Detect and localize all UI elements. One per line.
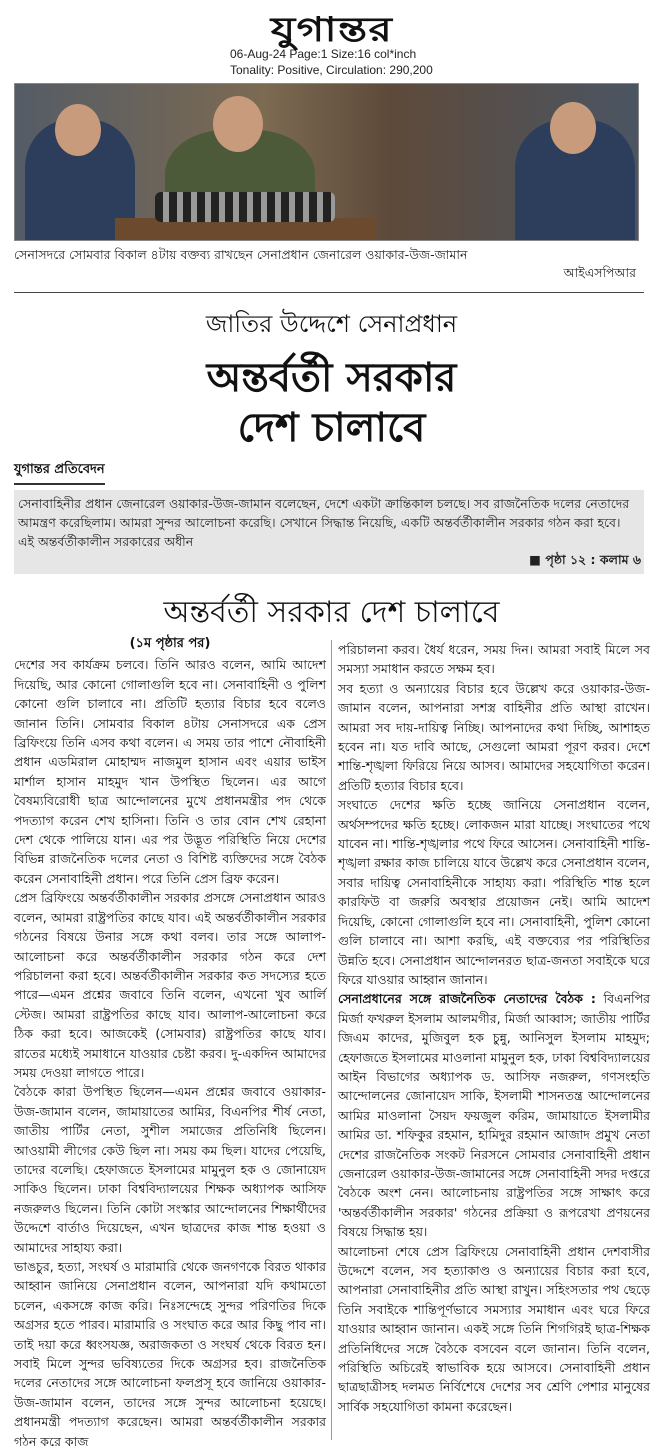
continued-from-label: (১ম পৃষ্ঠার পর) bbox=[129, 636, 211, 651]
headline-line-2: দেশ চালাবে bbox=[237, 405, 426, 451]
paragraph: সব হত্যা ও অন্যায়ের বিচার হবে উল্লেখ করে ওয়াকার-উজ-জামান বলেন, আপনারা সশস্ত্র বাহিনীর প্রতি আস্থা রাখেন। আমরা সব দায়-দায়িত্ব নিচ্ছি। আপনাদের কথা দিচ্ছি, আশাহত হবেন না। যত দাবি আছে, সেগুলো আমরা পূরণ করব। দেশে শান্তি-শৃঙ্খলা ফিরিয়ে নিয়ে আসব। আমাদের সহযোগিতা করেন। প্রতিটি হত্যার বিচার হবে। bbox=[338, 680, 650, 793]
headline-line-1: অন্তর্বর্তী সরকার bbox=[206, 355, 457, 401]
column-divider bbox=[331, 640, 332, 1440]
paragraph: বৈঠকে কারা উপস্থিত ছিলেন—এমন প্রশ্নের জবাবে ওয়াকার-উজ-জামান বলেন, জামায়াতের আমির, বিএনপির শীর্ষ নেতা, জাতীয় পার্টির নেতা, সুশীল সমাজের প্রতিনিধি ছিলেন। আওয়ামী লীগের কেউ ছিল না। সময় কম ছিল। যাদের পেয়েছি, তাদের বলেছি। হেফাজতে ইসলামের মামুনুল হক ও জোনায়েদ সাকিও ছিলেন। ঢাকা বিশ্ববিদ্যালয়ের শিক্ষক অধ্যাপক আসিফ নজরুলও ছিলেন। তিনি কোটা সংস্কার আন্দোলনের শিক্ষার্থীদের উদ্দেশে বার্তাও দিয়েছেন, এখন ছাত্রদের কাজ শান্ত হওয়া ও আমাদের সাহায্য করা। bbox=[14, 1084, 326, 1255]
paragraph-body: বিএনপির মির্জা ফখরুল ইসলাম আলমগীর, মির্জা আব্বাস; জাতীয় পার্টির জিএম কাদের, মুজিবুল হক চুন্নু, আনিসুল ইসলাম মাহমুদ; হেফাজতে ইসলামের মাওলানা মামুনুল হক, ঢাকা বিশ্ববিদ্যালয়ের আইন বিভাগের অধ্যাপক ড. আসিফ নজরুল, গণসংহতি আন্দোলনের জোনায়েদ সাকি, ইসলামী শাসনতন্ত্র আন্দোলনের আমির মাওলানা সৈয়দ ফয়জুল করিম, জামায়াতে ইসলামীর আমির ডা. শফিকুর রহমান, হামিদুর রহমান আজাদ প্রমুখ নেতা দেশের রাজনৈতিক সংকট নিরসনে সোমবার সেনাবাহিনী প্রধান জেনারেল ওয়াকার-উজ-জামানের সঙ্গে সেনাবাহিনী সদর দপ্তরে বৈঠকে অংশ নেন। আলোচনায় রাষ্ট্রপতির সঙ্গে সাক্ষাৎ করে 'অন্তর্বর্তীকালীন সরকার' গঠনের প্রক্রিয়া ও রূপরেখা প্রণয়নের বিষয়ে সিদ্ধান্ত হয়। bbox=[338, 991, 650, 1240]
newspaper-logo: যুগান্তর bbox=[270, 10, 393, 50]
paragraph: পরিচালনা করব। ধৈর্য ধরেন, সময় দিন। আমরা সবাই মিলে সব সমস্যা সমাধান করতে সক্ষম হব। bbox=[338, 642, 650, 677]
divider-line bbox=[14, 292, 644, 293]
byline: যুগান্তর প্রতিবেদন bbox=[14, 460, 105, 485]
paragraph bbox=[338, 989, 650, 1241]
meta-tonality-line: Tonality: Positive, Circulation: 290,200 bbox=[230, 63, 433, 77]
headline-kicker: জাতির উদ্দেশে সেনাপ্রধান bbox=[205, 310, 458, 338]
press-briefing-photo bbox=[14, 83, 639, 241]
paragraph: আলোচনা শেষে প্রেস ব্রিফিংয়ে সেনাবাহিনী প্রধান দেশবাসীর উদ্দেশে বলেন, সব হত্যাকাণ্ড ও অন্যায়ের বিচার করা হবে, আপনারা সেনাবাহিনীর প্রতি আস্থা রাখুন। সহিংসতার পথ ছেড়ে তিনি সবাইকে শান্তিপূর্ণভাবে সমস্যার সমাধান এবং ঘরে ফিরে যাওয়ার আহ্বান জানান। একই সঙ্গে তিনি শিগগিরই ছাত্র-শিক্ষক প্রতিনিধিদের সঙ্গে বৈঠকে বসবেন বলে জানান। তিনি বলেন, পরিস্থিতি অচিরেই স্বাভাবিক হয়ে আসবে। সেনাবাহিনী প্রধান ছাত্রছাত্রীসহ দলমত নির্বিশেষে দেশের সব শ্রেণি পেশার মানুষের সার্বিক সহযোগিতা কামনা করেছেন। bbox=[338, 1243, 650, 1414]
clipping-meta bbox=[230, 46, 433, 78]
subhead: সেনাপ্রধানের সঙ্গে রাজনৈতিক নেতাদের বৈঠক : bbox=[338, 991, 596, 1007]
photo-credit: আইএসপিআর bbox=[563, 265, 636, 280]
paragraph: প্রেস ব্রিফিংয়ে অন্তর্বর্তীকালীন সরকার প্রসঙ্গে সেনাপ্রধান আরও বলেন, আমরা রাষ্ট্রপতির কাছে যাব। এই অন্তর্বর্তীকালীন সরকার গঠনের বিষয়ে উনার সঙ্গে কথা বলব। তার সঙ্গে আলাপ-আলোচনা করে অন্তর্বর্তীকালীন সরকার গঠন করে দেশ পরিচালনা করা হবে। অন্তর্বর্তীকালীন সরকার কত সদস্যের হতে পারে—এমন প্রশ্নের জবাবে তিনি বলেন, এখনো খুব আর্লি স্টেজ। আমরা রাষ্ট্রপতির কাছে যাব। আলাপ-আলোচনা করে ঠিক করা হবে। আজকেই (সোমবার) রাষ্ট্রপতির কাছে যাব। রাতের মধ্যেই সমাধানে যাওয়ার চেষ্টা করব। দু-একদিন আমাদের সময় দেওয়া লাগতে পারে। bbox=[14, 890, 326, 1080]
continued-on-page: ■ পৃষ্ঠা ১২ : কলাম ৬ bbox=[529, 552, 641, 567]
paragraph: দেশের সব কার্যক্রম চলবে। তিনি আরও বলেন, আমি আদেশ দিয়েছি, আর কোনো গোলাগুলি হবে না। সেনাবাহিনী ও পুলিশ কোনো গুলি চালাবে না। প্রতিটি হত্যার বিচার হবে বলেও জানান তিনি। সোমবার বিকাল ৪টায় সেনাসদরে এক প্রেস ব্রিফিংয়ে তিনি এসব কথা বলেন। এ সময় তার পাশে নৌবাহিনী প্রধান এডমিরাল মোহাম্মদ নাজমুল হাসান এবং এয়ার ভাইস মার্শাল হাসান মাহমুদ খান উপস্থিত ছিলেন। এর আগে বৈষম্যবিরোধী ছাত্র আন্দোলনের মুখে প্রধানমন্ত্রীর পদ থেকে পদত্যাগ করেন শেখ হাসিনা। তিনি ও তার বোন শেখ রেহানা দেশ থেকে পালিয়ে যান। এর পর উদ্ভূত পরিস্থিতি নিয়ে দেশের বিভিন্ন রাজনৈতিক দলের নেতা ও বিশিষ্ট ব্যক্তিদের সঙ্গে বৈঠক করেন সেনাবাহিনী প্রধান। পরে তিনি প্রেস ব্রিফ করেন। bbox=[14, 657, 326, 886]
meta-size-line: 06-Aug-24 Page:1 Size:16 col*inch bbox=[230, 47, 417, 61]
article-column-left bbox=[14, 634, 326, 1451]
photo-caption bbox=[14, 246, 636, 280]
paragraph: সংঘাতে দেশের ক্ষতি হচ্ছে জানিয়ে সেনাপ্রধান বলেন, অর্থসম্পদের ক্ষতি হচ্ছে। লোকজন মারা যাচ্ছে। সংঘাতের পথে যাবেন না। শান্তি-শৃঙ্খলার পথে ফিরে আসেন। সেনাবাহিনী শান্তি-শৃঙ্খলা রক্ষার কাজ চালিয়ে যাবে উল্লেখ করে সেনাপ্রধান বলেন, সবার দায়িত্ব সেনাবাহিনীকে সাহায্য করা। পরিস্থিতি শান্ত হলে কারফিউ বা জরুরি অবস্থার প্রয়োজন নেই। আমি আদেশ দিয়েছি, কোনো গোলাগুলি হবে না। সেনাবাহিনী, পুলিশ কোনো গুলি চালাবে না। আশা করছি, এই বক্তব্যের পর পরিস্থিতির উন্নতি হবে। সেনাপ্রধান আন্দোলনরত ছাত্র-জনতা সবাইকে ঘরে ফিরে যাওয়ার আহ্বান জানান। bbox=[338, 797, 650, 987]
caption-text: সেনাসদরে সোমবার বিকাল ৪টায় বক্তব্য রাখছেন সেনাপ্রধান জেনারেল ওয়াকার-উজ-জামান bbox=[14, 247, 468, 262]
continuation-headline: অন্তর্বর্তী সরকার দেশ চালাবে bbox=[163, 595, 500, 630]
paragraph: ভাঙচুর, হত্যা, সংঘর্ষ ও মারামারি থেকে জনগণকে বিরত থাকার আহ্বান জানিয়ে সেনাপ্রধান বলেন, আপনারা যদি কথামতো চলেন, একসঙ্গে কাজ করি। নিঃসন্দেহে সুন্দর পরিণতির দিকে অগ্রসর হতে পারব। মারামারি ও সংঘাত করে আর কিছু পাব না। তাই দয়া করে ধ্বংসযজ্ঞ, অরাজকতা ও সংঘর্ষ থেকে বিরত হন। সবাই মিলে সুন্দর ভবিষ্যতের দিকে অগ্রসর হব। রাজনৈতিক দলের নেতাদের সঙ্গে আলোচনা ফলপ্রসূ হবে জানিয়ে ওয়াকার-উজ-জামান বলেন, তাদের সঙ্গে সুন্দর আলোচনা হয়েছে। প্রধানমন্ত্রী পদত্যাগ করেছেন। আমরা অন্তর্বর্তীকালীন সরকার গঠন করে কাজ bbox=[14, 1259, 326, 1449]
lead-paragraph: সেনাবাহিনীর প্রধান জেনারেল ওয়াকার-উজ-জামান বলেছেন, দেশে একটা ক্রান্তিকাল চলছে। সব রাজনৈতিক দলের নেতাদের আমন্ত্রণ করেছিলাম। আমরা সুন্দর আলোচনা করেছি। সেখানে সিদ্ধান্ত নিয়েছি, একটি অন্তর্বর্তীকালীন সরকার গঠন করা হবে। এই অন্তর্বর্তীকালীন সরকারের অধীন bbox=[14, 490, 644, 574]
article-column-right bbox=[338, 640, 650, 1416]
